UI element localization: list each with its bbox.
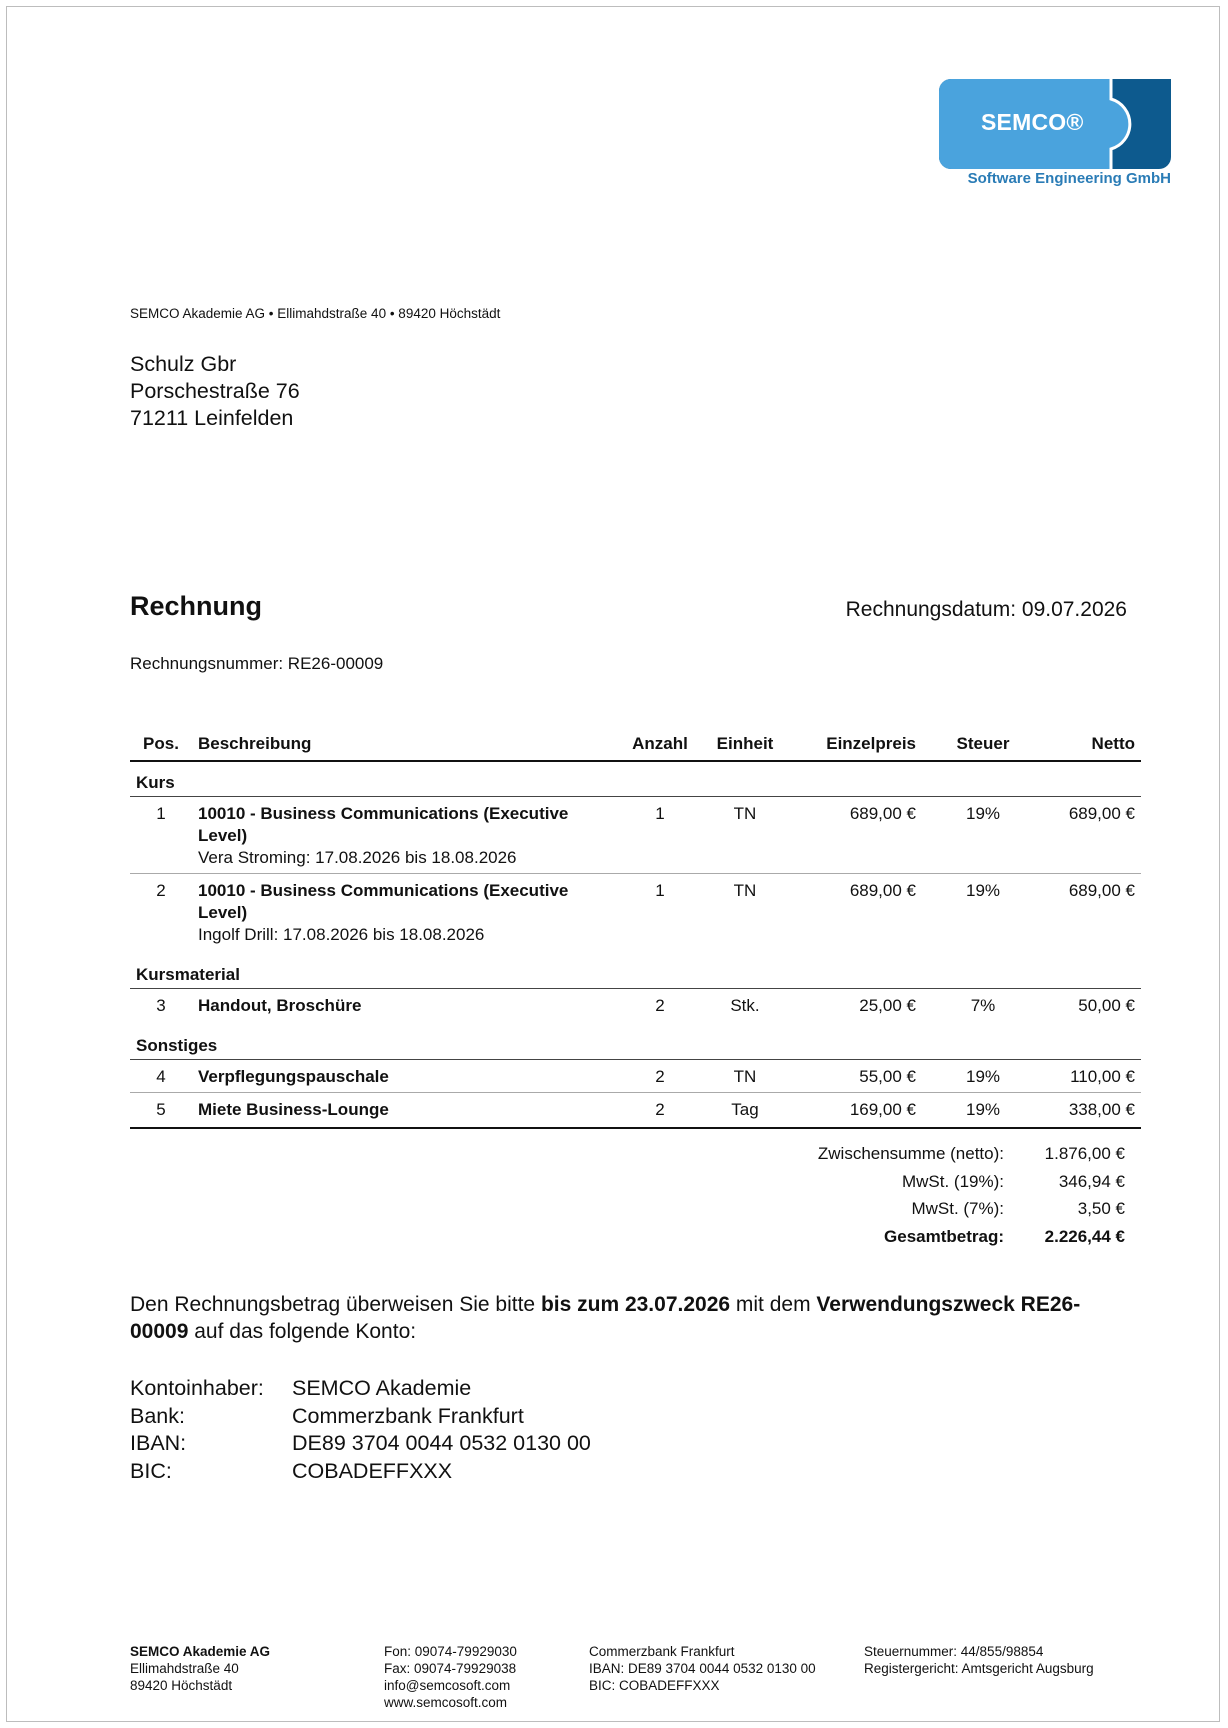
item-quantity: 1	[655, 881, 665, 900]
subtotal-label: Zwischensumme (netto):	[817, 1144, 1004, 1163]
item-tax: 19%	[922, 1060, 1044, 1093]
item-quantity: 2	[614, 1060, 706, 1093]
recipient-street: Porschestraße 76	[130, 379, 300, 403]
footer-iban: IBAN: DE89 3704 0044 0532 0130 00	[589, 1661, 816, 1676]
item-net: 689,00 €	[1044, 797, 1141, 874]
item-title: Miete Business-Lounge	[198, 1100, 389, 1119]
item-tax: 19%	[922, 1093, 1044, 1129]
table-row	[130, 874, 1141, 951]
bank-value: Commerzbank Frankfurt	[292, 1403, 524, 1428]
item-net: 338,00 €	[1044, 1093, 1141, 1129]
footer-company-name: SEMCO Akademie AG	[130, 1644, 271, 1659]
vat19-value: 346,94 €	[1058, 1171, 1125, 1191]
item-unit: TN	[706, 797, 784, 874]
item-quantity: 2	[614, 1093, 706, 1129]
footer-email: info@semcosoft.com	[384, 1678, 511, 1693]
item-pos: 4	[130, 1060, 192, 1093]
sender-address-line: SEMCO Akademie AG • Ellimahdstraße 40 • 89420 Höchstädt	[130, 306, 501, 321]
iban-label: IBAN:	[130, 1431, 187, 1455]
total-value: 2.226,44 €	[1044, 1226, 1125, 1246]
subtotal-value: 1.876,00 €	[1044, 1144, 1125, 1163]
footer-tax-number: Steuernummer: 44/855/98854	[864, 1644, 1044, 1659]
header-quantity: Anzahl	[614, 729, 706, 761]
footer-register: Registergericht: Amtsgericht Augsburg	[864, 1661, 1094, 1676]
payment-instructions	[130, 1291, 1090, 1345]
line-items-table	[130, 729, 1141, 1129]
item-unit: Stk.	[730, 996, 760, 1015]
recipient-name: Schulz Gbr	[130, 352, 237, 376]
table-row	[130, 1060, 1141, 1093]
item-subtitle: Vera Stroming: 17.08.2026 bis 18.08.2026	[198, 848, 517, 867]
document-title: Rechnung	[130, 591, 262, 621]
bank-label: Bank:	[130, 1403, 185, 1428]
footer-company	[130, 1643, 270, 1694]
footer-company-street: Ellimahdstraße 40	[130, 1661, 239, 1676]
item-title: Verpflegungspauschale	[198, 1067, 389, 1086]
table-header-row	[130, 729, 1141, 761]
footer-bic: BIC: COBADEFFXXX	[589, 1678, 720, 1693]
logo-mark	[939, 79, 1171, 169]
vat19-label: MwSt. (19%):	[901, 1171, 1004, 1191]
payment-text-3: auf das folgende Konto:	[188, 1320, 417, 1343]
item-description	[192, 797, 614, 874]
item-net: 689,00 €	[1068, 881, 1135, 900]
item-net: 50,00 €	[1078, 996, 1135, 1015]
subtotal-row	[818, 1140, 1125, 1168]
group-label: Kursmaterial	[130, 950, 1141, 989]
item-pos: 1	[130, 797, 192, 874]
bic-label: BIC:	[130, 1458, 172, 1483]
totals-block	[818, 1140, 1125, 1250]
item-tax: 7%	[970, 996, 996, 1015]
item-quantity: 2	[655, 996, 665, 1015]
logo-text: SEMCO®	[981, 109, 1084, 135]
item-subtitle: Ingolf Drill: 17.08.2026 bis 18.08.2026	[198, 925, 485, 944]
group-row	[130, 950, 1141, 989]
bank-row-iban	[130, 1430, 591, 1458]
header-tax: Steuer	[922, 729, 1044, 761]
footer-phone: Fon: 09074-79929030	[384, 1644, 517, 1659]
payment-purpose-label: Verwendungszweck	[816, 1293, 1015, 1316]
item-unit: Tag	[706, 1093, 784, 1129]
item-title: 10010 - Business Communications (Executive Level)	[198, 804, 569, 845]
item-unit: TN	[733, 881, 757, 900]
group-label: Kurs	[130, 761, 1141, 797]
item-title: Handout, Broschüre	[198, 996, 362, 1015]
total-row	[818, 1223, 1125, 1251]
logo-subtitle: Software Engineering GmbH	[967, 170, 1171, 187]
company-logo	[939, 79, 1171, 187]
vat19-row	[818, 1168, 1125, 1196]
footer-bank-name: Commerzbank Frankfurt	[589, 1644, 735, 1659]
table-row	[130, 797, 1141, 874]
footer-legal	[864, 1643, 1094, 1677]
item-quantity: 1	[614, 797, 706, 874]
item-pos: 3	[156, 996, 166, 1015]
payment-deadline: bis zum 23.07.2026	[540, 1293, 731, 1316]
footer-contact	[384, 1643, 517, 1711]
item-unit-price: 55,00 €	[784, 1060, 922, 1093]
bank-row-bank	[130, 1403, 591, 1431]
payment-purpose: RE26-00009	[130, 1293, 1081, 1343]
header-pos: Pos.	[130, 729, 192, 761]
invoice-date: Rechnungsdatum: 09.07.2026	[845, 598, 1127, 621]
invoice-page	[6, 6, 1220, 1722]
footer-bank	[589, 1643, 816, 1694]
item-title: 10010 - Business Communications (Executive Level)	[198, 881, 569, 922]
item-unit-price: 689,00 €	[849, 881, 916, 900]
holder-value: SEMCO Akademie	[292, 1376, 472, 1400]
holder-label: Kontoinhaber:	[130, 1376, 264, 1400]
item-pos: 5	[130, 1093, 192, 1129]
table-row	[130, 1093, 1141, 1129]
vat7-label: MwSt. (7%):	[911, 1199, 1004, 1218]
footer-fax: Fax: 09074-79929038	[384, 1661, 517, 1676]
item-tax: 19%	[965, 881, 1001, 900]
item-unit-price: 689,00 €	[784, 797, 922, 874]
item-description	[192, 1093, 614, 1129]
bank-row-holder	[130, 1375, 591, 1403]
header-unit-price: Einzelpreis	[784, 729, 922, 761]
bank-details	[130, 1375, 591, 1485]
vat7-value: 3,50 €	[1077, 1199, 1125, 1218]
item-description	[192, 989, 614, 1022]
recipient-city: 71211 Leinfelden	[130, 406, 294, 430]
header-description: Beschreibung	[192, 729, 614, 761]
item-unit-price: 169,00 €	[784, 1093, 922, 1129]
vat7-row	[818, 1195, 1125, 1223]
group-row	[130, 761, 1141, 797]
header-net: Netto	[1044, 729, 1141, 761]
invoice-number: Rechnungsnummer: RE26-00009	[130, 654, 384, 673]
footer-website: www.semcosoft.com	[384, 1695, 508, 1710]
item-unit-price: 25,00 €	[859, 996, 916, 1015]
item-description	[192, 1060, 614, 1093]
group-row	[130, 1021, 1141, 1060]
payment-text-2: mit dem	[730, 1293, 817, 1316]
iban-value: DE89 3704 0044 0532 0130 00	[292, 1431, 591, 1455]
item-tax: 19%	[922, 797, 1044, 874]
item-pos: 2	[156, 881, 166, 900]
recipient-address	[130, 351, 300, 432]
header-unit: Einheit	[706, 729, 784, 761]
bank-row-bic	[130, 1458, 591, 1486]
table-row	[130, 989, 1141, 1022]
footer-company-city: 89420 Höchstädt	[130, 1678, 233, 1693]
item-net: 110,00 €	[1044, 1060, 1141, 1093]
item-description	[192, 874, 614, 951]
payment-text-1: Den Rechnungsbetrag überweisen Sie bitte	[130, 1293, 541, 1316]
group-label: Sonstiges	[130, 1021, 1141, 1060]
total-label: Gesamtbetrag:	[884, 1226, 1004, 1246]
item-unit: TN	[706, 1060, 784, 1093]
bic-value: COBADEFFXXX	[292, 1458, 453, 1483]
